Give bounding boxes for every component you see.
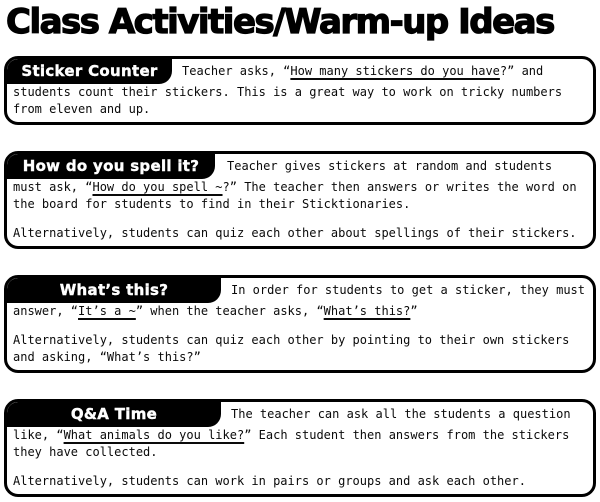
paragraph xyxy=(13,473,587,490)
underlined-phrase: It’s a ~ xyxy=(78,304,136,318)
activity-card-whats-this xyxy=(4,275,596,373)
activity-badge: What’s this? xyxy=(7,278,221,303)
underlined-phrase: How many stickers do you have xyxy=(290,64,500,78)
paragraph xyxy=(13,332,587,366)
activity-card-how-do-you-spell-it xyxy=(4,151,596,249)
text-run: ?” and students count their stickers. This is a great way to work on tricky numbers from eleven and up. xyxy=(13,64,563,116)
text-run: Alternatively, students can quiz each other by pointing to their own stickers and asking, “What’s this?” xyxy=(13,333,570,364)
paragraph xyxy=(13,225,587,242)
text-run: In order for students to get a sticker, they must answer, “ xyxy=(13,283,586,318)
text-run: Alternatively, students can quiz each other about spellings of their stickers. xyxy=(13,226,577,240)
activity-badge: Sticker Counter xyxy=(7,59,172,84)
text-run: Teacher gives stickers at random and students must ask, “ xyxy=(13,159,553,194)
text-run: ” Each student then answers from the stickers they have collected. xyxy=(13,428,570,459)
underlined-phrase: How do you spell ~ xyxy=(92,180,223,194)
page-title: Class Activities/Warm-up Ideas xyxy=(6,2,554,42)
text-run: The teacher can ask all the students a question like, “ xyxy=(13,407,571,442)
text-run: ” xyxy=(410,304,418,318)
text-run: ?” The teacher then answers or writes the word on the board for students to find in their Sticktionaries. xyxy=(13,180,577,211)
text-run: ” when the teacher asks, “ xyxy=(135,304,324,318)
activity-badge: Q&A Time xyxy=(7,402,221,427)
activity-card-qa-time xyxy=(4,399,596,497)
text-run: Alternatively, students can work in pairs or groups and ask each other. xyxy=(13,474,526,488)
text-run: Teacher asks, “ xyxy=(182,64,291,78)
activity-card-sticker-counter xyxy=(4,56,596,125)
underlined-phrase: What’s this? xyxy=(323,304,411,318)
underlined-phrase: What animals do you like? xyxy=(63,428,245,442)
activity-badge: How do you spell it? xyxy=(7,154,215,179)
